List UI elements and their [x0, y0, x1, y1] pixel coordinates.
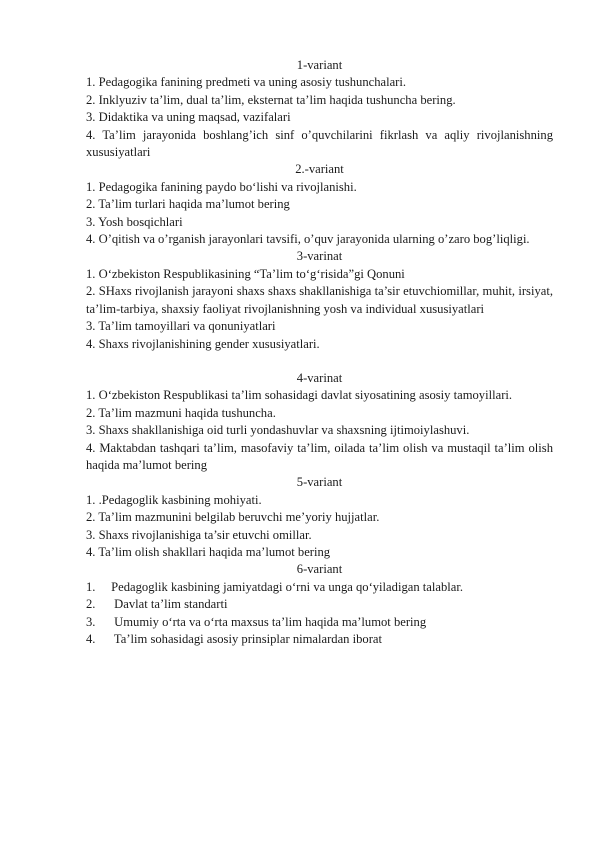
question-item: 1. Pedagogika fanining paydo bo‘lishi va rivojlanishi.	[86, 179, 357, 194]
variant-title: 5-variant	[296, 475, 343, 490]
question-item	[86, 614, 553, 631]
question-item: 1. Pedagogika fanining predmeti va uning asosiy tushunchalari.	[86, 75, 407, 90]
question-item: 2. Ta’lim mazmuni haqida tushuncha.	[86, 405, 276, 420]
variant-title: 2.-variant	[295, 162, 344, 177]
question-item: 2. SHaxs rivojlanish jarayoni shaxs shaxs shakllanishiga ta’sir etuvchiomillar, muhit, irsiyat, ta’lim-tarbiya, shaxsiy faoliyat rivojlanishning yosh va individual xususiyatlari	[86, 284, 553, 316]
question-item: 2. Ta’lim turlari haqida ma’lumot bering	[86, 197, 290, 212]
question-item: 2. Inklyuziv ta’lim, dual ta’lim, eksternat ta’lim haqida tushuncha bering.	[86, 92, 456, 107]
question-item: 4. Ta’lim olish shakllari haqida ma’lumot bering	[86, 544, 331, 559]
question-item: 1. O‘zbekiston Respublikasining “Ta’lim to‘g‘risida”gi Qonuni	[86, 266, 405, 281]
variant-5	[86, 474, 553, 561]
variant-title: 3-varinat	[296, 249, 343, 264]
question-item: 3. Shaxs shakllanishiga oid turli yondashuvlar va shaxsning ijtimoiylashuvi.	[86, 423, 470, 438]
variant-3	[86, 248, 553, 352]
variant-4	[86, 370, 553, 474]
item-text: Pedagoglik kasbining jamiyatdagi o‘rni va unga qo‘yiladigan talablar.	[108, 579, 463, 594]
item-number: 2.	[86, 597, 96, 612]
document-page	[86, 57, 553, 648]
question-item: 4. Shaxs rivojlanishining gender xususiyatlari.	[86, 336, 320, 351]
variant-title: 6-variant	[296, 562, 343, 577]
question-item: 3. Ta’lim tamoyillari va qonuniyatlari	[86, 319, 276, 334]
blank-line	[86, 353, 553, 370]
question-item	[86, 596, 553, 613]
item-text: Davlat ta’lim standarti	[111, 597, 228, 612]
question-item	[86, 579, 553, 596]
question-item: 4. O’qitish va o’rganish jarayonlari tavsifi, o’quv jarayonida ularning o’zaro bog’liqligi.	[86, 232, 530, 247]
question-item: 1. O‘zbekiston Respublikasi ta’lim sohasidagi davlat siyosatining asosiy tamoyillari.	[86, 388, 513, 403]
question-item: 3. Shaxs rivojlanishiga ta’sir etuvchi omillar.	[86, 527, 312, 542]
question-item: 2. Ta’lim mazmunini belgilab beruvchi me’yoriy hujjatlar.	[86, 510, 380, 525]
variant-1	[86, 57, 553, 161]
variant-title: 4-varinat	[296, 370, 343, 385]
variant-6	[86, 561, 553, 648]
variant-2	[86, 161, 553, 248]
variant-title: 1-variant	[296, 58, 343, 72]
item-text: Ta’lim sohasidagi asosiy prinsiplar nimalardan iborat	[111, 632, 382, 646]
question-item: 4. Maktabdan tashqari ta’lim, masofaviy ta’lim, oilada ta’lim olish va mustaqil ta’lim olish haqida ma’lumot bering	[86, 440, 553, 472]
question-item: 3. Didaktika va uning maqsad, vazifalari	[86, 110, 291, 125]
question-item: 4. Ta’lim jarayonida boshlang’ich sinf o’quvchilarini fikrlash va aqliy rivojlanishning xususiyatlari	[86, 127, 553, 160]
item-number: 1.	[86, 579, 96, 594]
question-item: 3. Yosh bosqichlari	[86, 214, 183, 229]
item-text: Umumiy o‘rta va o‘rta maxsus ta’lim haqida ma’lumot bering	[111, 614, 427, 629]
item-number: 4.	[86, 632, 96, 646]
question-item	[86, 631, 553, 648]
question-item: 1. .Pedagoglik kasbining mohiyati.	[86, 492, 262, 507]
item-number: 3.	[86, 614, 96, 629]
